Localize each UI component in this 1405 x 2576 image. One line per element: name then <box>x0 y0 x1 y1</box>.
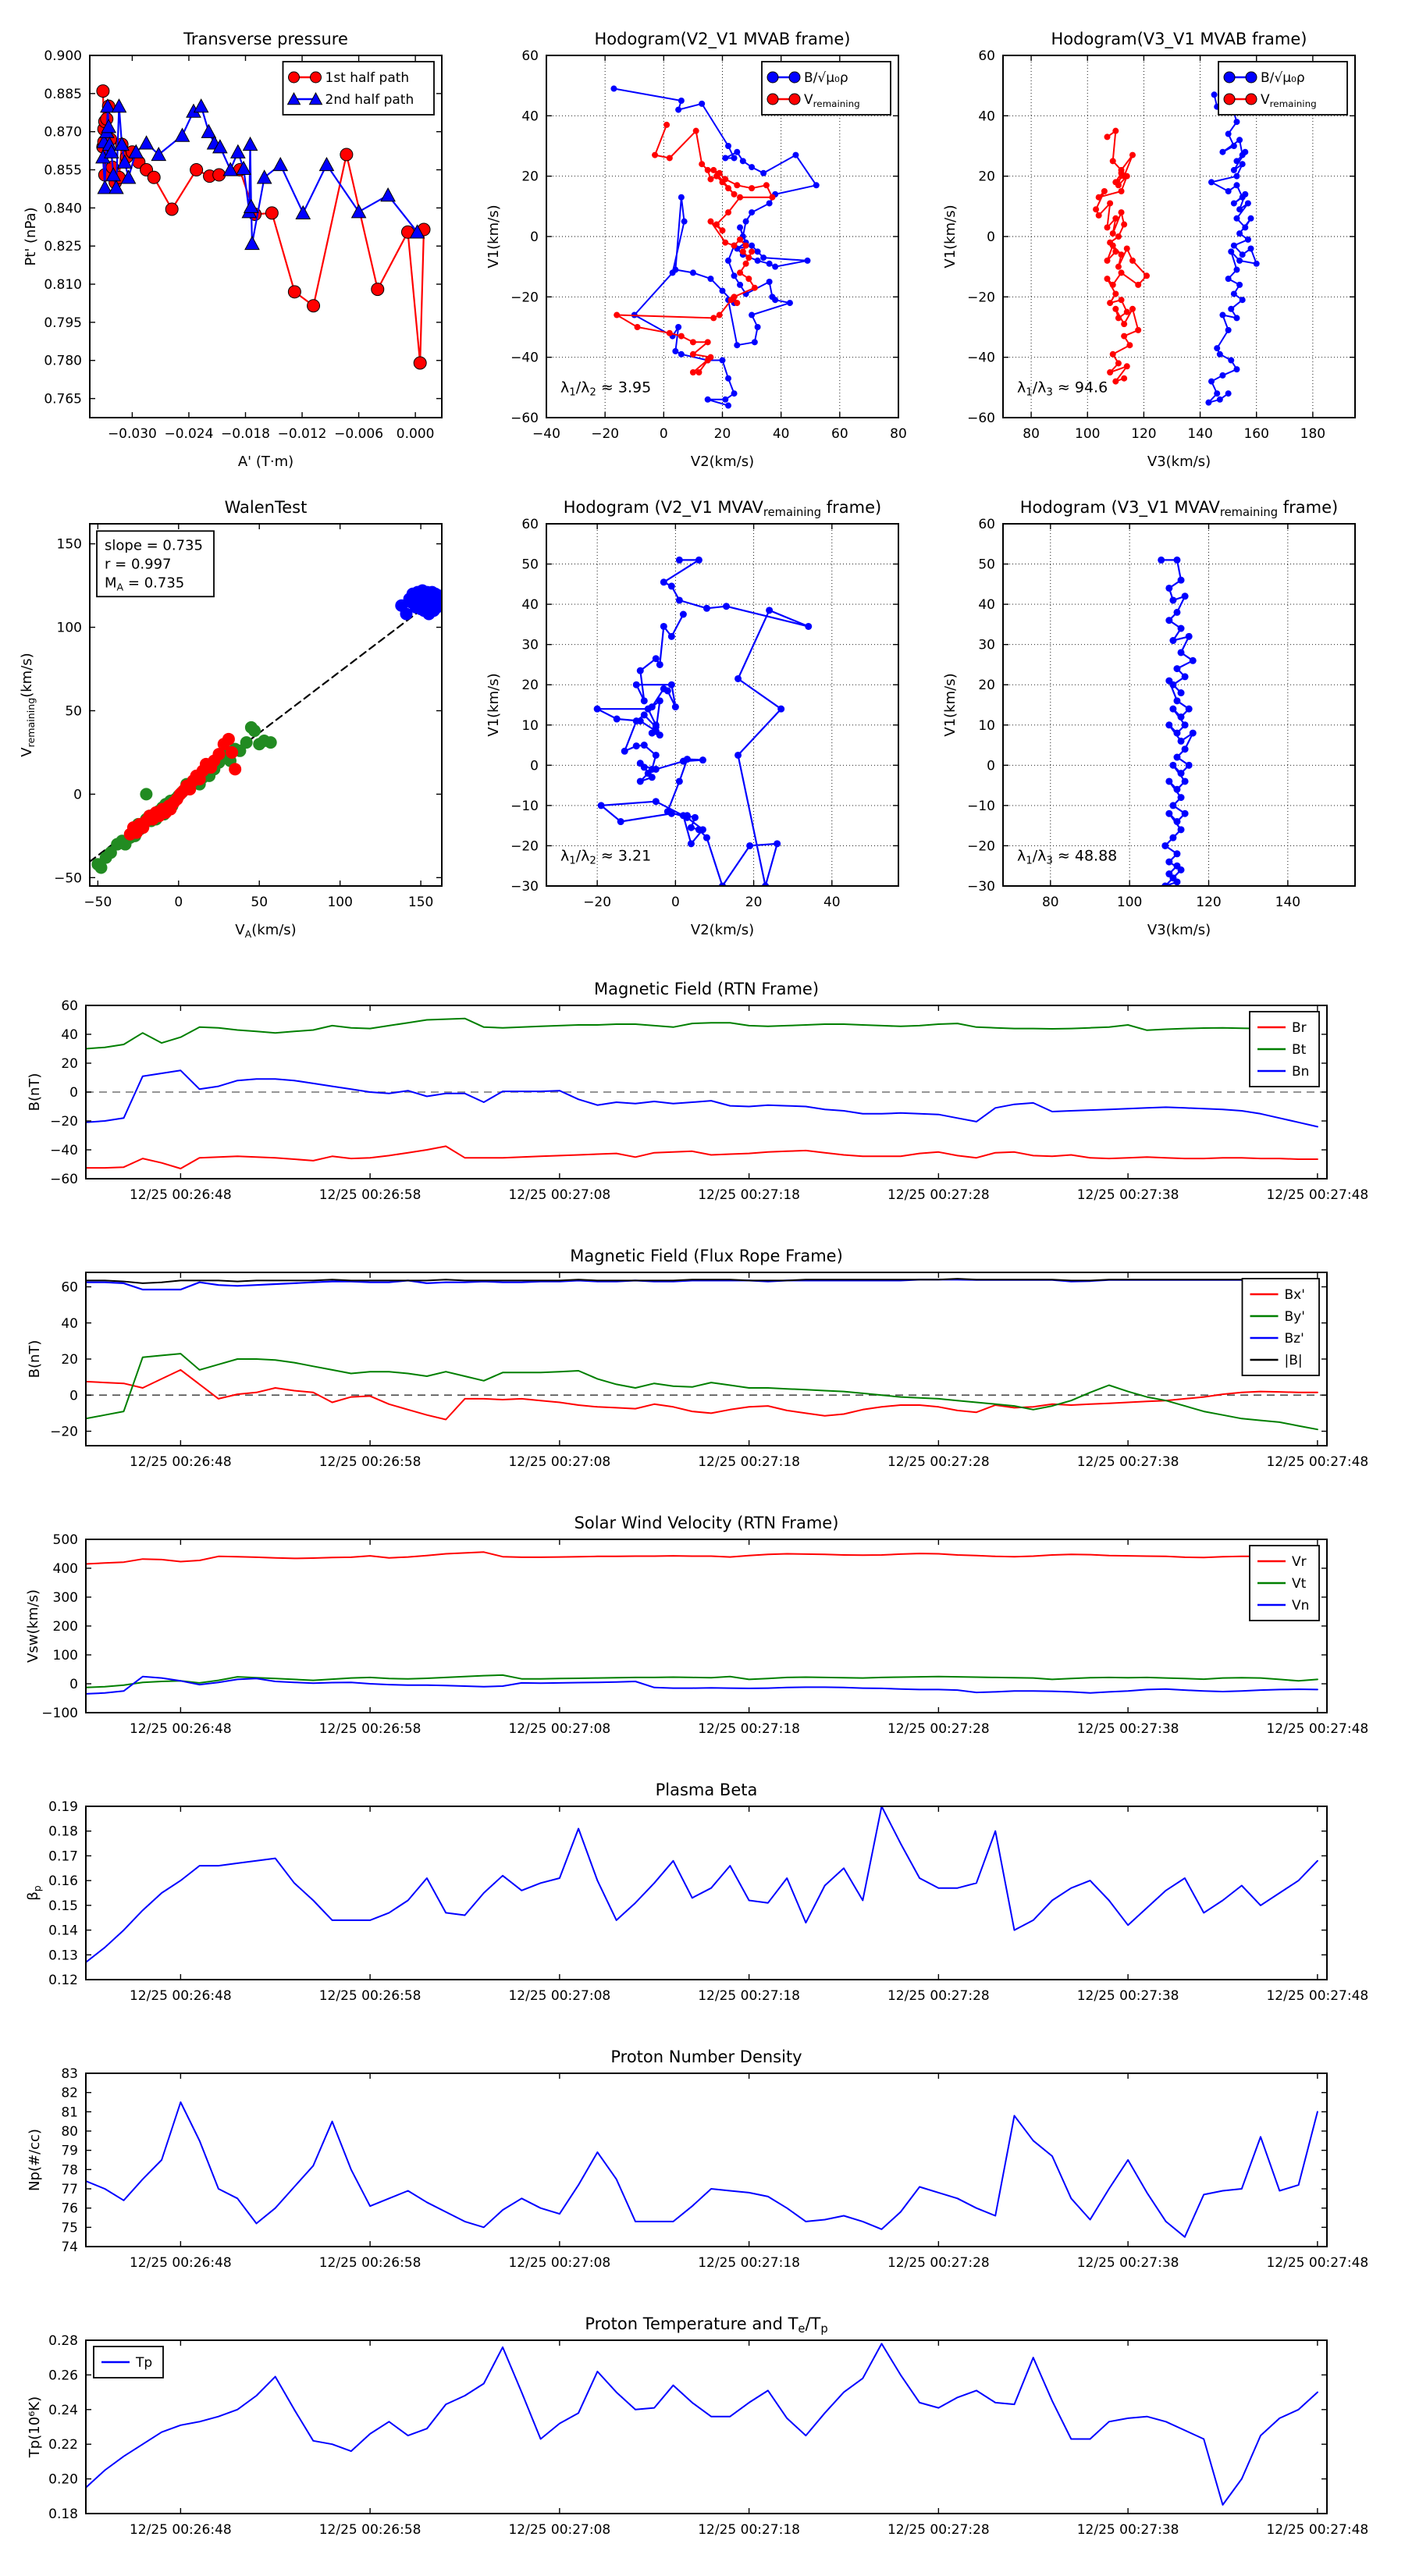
chart-title: Magnetic Field (RTN Frame) <box>593 980 820 998</box>
chart-transverse-pressure <box>23 30 442 470</box>
x-axis-label: $V_A(km/s)$ <box>235 922 297 940</box>
svg-text:12/25 00:27:08: 12/25 00:27:08 <box>508 2522 611 2538</box>
svg-text:80: 80 <box>890 426 907 442</box>
svg-text:−20: −20 <box>510 838 539 855</box>
svg-text:12/25 00:27:38: 12/25 00:27:38 <box>1076 1988 1179 2004</box>
svg-text:−0.006: −0.006 <box>334 426 384 442</box>
svg-text:0.000: 0.000 <box>396 426 435 442</box>
svg-text:0.26: 0.26 <box>48 2368 78 2384</box>
svg-text:100: 100 <box>1116 895 1143 910</box>
chart-title: Proton Number Density <box>610 2048 802 2066</box>
legend-label: |B| <box>1284 1353 1303 1368</box>
svg-text:0.870: 0.870 <box>44 124 82 141</box>
svg-text:−20: −20 <box>50 1114 78 1130</box>
chart-walen-test <box>19 498 445 940</box>
svg-text:−20: −20 <box>50 1424 78 1440</box>
legend-label: Bn <box>1292 1064 1310 1080</box>
plot-area <box>86 2340 1327 2514</box>
y-axis-label: Pt' (nPa) <box>23 207 39 266</box>
svg-text:10: 10 <box>978 717 995 734</box>
svg-text:120: 120 <box>1131 426 1157 442</box>
svg-text:0.28: 0.28 <box>48 2333 78 2349</box>
chart-title: WalenTest <box>224 498 308 517</box>
svg-text:0.795: 0.795 <box>44 315 82 331</box>
svg-text:12/25 00:27:18: 12/25 00:27:18 <box>698 1721 800 1737</box>
svg-text:−20: −20 <box>591 426 620 442</box>
svg-text:150: 150 <box>407 895 434 910</box>
svg-text:12/25 00:26:58: 12/25 00:26:58 <box>318 1721 422 1737</box>
svg-text:0.780: 0.780 <box>44 353 82 369</box>
svg-text:20: 20 <box>978 678 995 694</box>
svg-text:180: 180 <box>1300 426 1326 442</box>
y-axis-label: Np(#/cc) <box>27 2129 43 2191</box>
svg-text:0.825: 0.825 <box>44 239 82 255</box>
svg-text:60: 60 <box>521 517 539 532</box>
y-axis-label: $V_{remaining}(km/s)$ <box>19 653 37 757</box>
svg-text:40: 40 <box>521 109 539 125</box>
annotation: $\lambda_1/\lambda_2 \approx 3.21$ <box>560 847 652 867</box>
svg-text:−30: −30 <box>967 879 995 895</box>
svg-text:40: 40 <box>61 1315 78 1332</box>
svg-text:12/25 00:27:48: 12/25 00:27:48 <box>1266 2255 1369 2271</box>
svg-text:12/25 00:27:08: 12/25 00:27:08 <box>508 1721 611 1737</box>
y-axis-label: B(nT) <box>27 1073 43 1112</box>
legend <box>1250 1012 1319 1087</box>
legend <box>1243 1279 1320 1375</box>
svg-text:12/25 00:27:38: 12/25 00:27:38 <box>1076 1721 1179 1737</box>
svg-text:0.12: 0.12 <box>48 1973 78 1988</box>
y-axis-label: B(nT) <box>27 1340 43 1379</box>
svg-text:12/25 00:27:18: 12/25 00:27:18 <box>698 2255 800 2271</box>
x-axis-label: V2(km/s) <box>690 922 755 938</box>
svg-text:−40: −40 <box>967 350 995 366</box>
svg-text:−0.018: −0.018 <box>221 426 270 442</box>
x-axis-label: V3(km/s) <box>1147 922 1211 938</box>
svg-text:−100: −100 <box>41 1706 78 1721</box>
svg-text:−10: −10 <box>967 798 995 814</box>
chart-hodogram-v3v1-mvav <box>942 498 1355 938</box>
svg-text:60: 60 <box>978 48 995 64</box>
svg-text:−20: −20 <box>583 895 612 910</box>
svg-text:−0.030: −0.030 <box>107 426 157 442</box>
svg-text:40: 40 <box>823 895 841 910</box>
svg-text:0.855: 0.855 <box>44 162 82 179</box>
svg-text:−0.024: −0.024 <box>164 426 214 442</box>
svg-text:12/25 00:27:48: 12/25 00:27:48 <box>1266 1187 1369 1203</box>
svg-text:20: 20 <box>521 678 539 694</box>
svg-text:140: 140 <box>1187 426 1213 442</box>
svg-text:0.13: 0.13 <box>48 1948 78 1964</box>
svg-text:20: 20 <box>521 169 539 185</box>
svg-text:120: 120 <box>1196 895 1222 910</box>
legend-label: B/√μ₀ρ <box>1261 70 1305 86</box>
svg-text:0: 0 <box>987 758 995 774</box>
svg-text:40: 40 <box>772 426 790 442</box>
svg-text:0.22: 0.22 <box>48 2437 78 2453</box>
chart-solar-wind-velocity <box>25 1514 1368 1737</box>
svg-text:12/25 00:27:48: 12/25 00:27:48 <box>1266 1454 1369 1470</box>
svg-text:0: 0 <box>530 229 539 245</box>
legend-label: B/√μ₀ρ <box>804 70 848 86</box>
plot-area <box>86 2073 1327 2247</box>
svg-text:−60: −60 <box>967 411 995 426</box>
svg-text:30: 30 <box>521 637 539 653</box>
y-axis-label: V1(km/s) <box>942 673 959 737</box>
svg-text:−40: −40 <box>532 426 560 442</box>
svg-text:12/25 00:26:48: 12/25 00:26:48 <box>129 2522 232 2538</box>
svg-text:−40: −40 <box>510 350 539 366</box>
svg-text:300: 300 <box>52 1590 78 1606</box>
svg-text:−60: −60 <box>510 411 539 426</box>
chart-proton-number-density <box>27 2048 1368 2271</box>
svg-text:−40: −40 <box>50 1143 78 1158</box>
chart-title: Hodogram (V2_V1 MVAVremaining frame) <box>563 498 882 519</box>
svg-text:400: 400 <box>52 1561 78 1577</box>
svg-text:0: 0 <box>73 787 82 803</box>
legend-label: Bx' <box>1284 1287 1305 1303</box>
svg-text:12/25 00:27:48: 12/25 00:27:48 <box>1266 1721 1369 1737</box>
legend-label: $V_{remaining}$ <box>804 92 860 109</box>
svg-text:10: 10 <box>521 717 539 734</box>
svg-text:12/25 00:27:28: 12/25 00:27:28 <box>887 1454 990 1470</box>
x-axis-label: V3(km/s) <box>1147 454 1211 470</box>
svg-text:60: 60 <box>61 998 78 1014</box>
plot-area <box>86 1806 1327 1980</box>
svg-text:0: 0 <box>530 758 539 774</box>
svg-text:150: 150 <box>56 536 82 553</box>
svg-text:40: 40 <box>978 109 995 125</box>
svg-text:50: 50 <box>251 895 269 910</box>
svg-text:−20: −20 <box>967 838 995 855</box>
legend <box>1218 62 1347 115</box>
svg-text:12/25 00:27:18: 12/25 00:27:18 <box>698 2522 800 2538</box>
svg-text:50: 50 <box>521 557 539 573</box>
svg-text:12/25 00:27:28: 12/25 00:27:28 <box>887 2255 990 2271</box>
svg-text:40: 40 <box>61 1027 78 1043</box>
annotation: $\lambda_1/\lambda_2 \approx 3.95$ <box>560 379 652 399</box>
chart-magnetic-field-flux-rope <box>27 1247 1368 1470</box>
svg-text:79: 79 <box>61 2143 78 2159</box>
svg-text:0: 0 <box>69 1677 78 1692</box>
svg-text:12/25 00:26:58: 12/25 00:26:58 <box>318 2522 422 2538</box>
svg-text:100: 100 <box>52 1648 78 1663</box>
svg-text:12/25 00:26:48: 12/25 00:26:48 <box>129 1721 232 1737</box>
svg-text:60: 60 <box>831 426 848 442</box>
chart-title: Plasma Beta <box>655 1781 758 1799</box>
legend <box>94 2347 163 2378</box>
svg-text:60: 60 <box>978 517 995 532</box>
svg-text:0.18: 0.18 <box>48 2507 78 2522</box>
svg-text:81: 81 <box>61 2105 78 2121</box>
svg-text:−0.012: −0.012 <box>277 426 327 442</box>
svg-text:12/25 00:26:48: 12/25 00:26:48 <box>129 1454 232 1470</box>
svg-text:12/25 00:27:48: 12/25 00:27:48 <box>1266 1988 1369 2004</box>
svg-text:12/25 00:27:08: 12/25 00:27:08 <box>508 1187 611 1203</box>
annotation: $\lambda_1/\lambda_3 \approx 48.88$ <box>1017 847 1118 867</box>
svg-text:0: 0 <box>69 1388 78 1404</box>
svg-text:30: 30 <box>978 637 995 653</box>
svg-text:0: 0 <box>174 895 183 910</box>
stats-box <box>97 531 214 596</box>
chart-title: Hodogram(V3_V1 MVAB frame) <box>1051 30 1307 48</box>
svg-text:76: 76 <box>61 2201 78 2217</box>
plot-area <box>546 524 898 886</box>
svg-text:12/25 00:27:28: 12/25 00:27:28 <box>887 1187 990 1203</box>
svg-text:0.20: 0.20 <box>48 2471 78 2488</box>
chart-title: Magnetic Field (Flux Rope Frame) <box>570 1247 843 1265</box>
svg-text:0.24: 0.24 <box>48 2402 78 2418</box>
x-axis-label: V2(km/s) <box>690 454 755 470</box>
svg-text:140: 140 <box>1275 895 1301 910</box>
legend-label: 2nd half path <box>325 92 414 108</box>
chart-title: Hodogram (V3_V1 MVAVremaining frame) <box>1019 498 1339 519</box>
legend <box>283 62 435 115</box>
svg-text:20: 20 <box>745 895 763 910</box>
legend-label: By' <box>1284 1309 1305 1325</box>
svg-text:74: 74 <box>61 2240 78 2255</box>
chart-title: Hodogram(V2_V1 MVAB frame) <box>594 30 851 48</box>
svg-text:100: 100 <box>327 895 353 910</box>
svg-text:−20: −20 <box>510 290 539 306</box>
legend-label: Vn <box>1292 1598 1310 1614</box>
svg-text:12/25 00:26:58: 12/25 00:26:58 <box>318 1454 422 1470</box>
svg-text:0.810: 0.810 <box>44 277 82 294</box>
svg-text:0: 0 <box>670 895 680 910</box>
svg-text:83: 83 <box>61 2066 78 2082</box>
svg-text:0: 0 <box>659 426 668 442</box>
svg-text:−30: −30 <box>510 879 539 895</box>
svg-text:100: 100 <box>1075 426 1101 442</box>
svg-text:0: 0 <box>987 229 995 245</box>
svg-text:−50: −50 <box>84 895 112 910</box>
svg-text:0.765: 0.765 <box>44 391 82 407</box>
svg-text:−60: −60 <box>50 1172 78 1187</box>
svg-text:0.16: 0.16 <box>48 1873 78 1890</box>
svg-text:12/25 00:27:18: 12/25 00:27:18 <box>698 1187 800 1203</box>
svg-text:80: 80 <box>61 2124 78 2140</box>
svg-text:12/25 00:27:38: 12/25 00:27:38 <box>1076 2522 1179 2538</box>
legend-label: Br <box>1292 1020 1307 1036</box>
legend-label: Bt <box>1292 1042 1307 1058</box>
svg-text:0.15: 0.15 <box>48 1898 78 1914</box>
svg-text:12/25 00:27:28: 12/25 00:27:28 <box>887 2522 990 2538</box>
svg-text:0.17: 0.17 <box>48 1848 78 1865</box>
chart-title: Solar Wind Velocity (RTN Frame) <box>574 1514 839 1532</box>
y-axis-label: $\beta_p$ <box>25 1885 43 1901</box>
annotation: $\lambda_1/\lambda_3 \approx 94.6$ <box>1017 379 1108 399</box>
svg-text:50: 50 <box>978 557 995 573</box>
svg-text:0.840: 0.840 <box>44 201 82 217</box>
y-axis-label: V1(km/s) <box>486 673 502 737</box>
svg-text:82: 82 <box>61 2085 78 2101</box>
chart-plasma-beta <box>25 1781 1368 2004</box>
svg-text:12/25 00:27:18: 12/25 00:27:18 <box>698 1454 800 1470</box>
y-axis-label: V1(km/s) <box>486 205 502 269</box>
y-axis-label: Vsw(km/s) <box>25 1589 41 1663</box>
svg-text:0: 0 <box>69 1085 78 1101</box>
svg-text:12/25 00:27:08: 12/25 00:27:08 <box>508 1454 611 1470</box>
svg-text:12/25 00:27:28: 12/25 00:27:28 <box>887 1988 990 2004</box>
legend-label: Tp <box>136 2355 153 2371</box>
svg-text:20: 20 <box>713 426 731 442</box>
svg-text:12/25 00:27:38: 12/25 00:27:38 <box>1076 1187 1179 1203</box>
svg-text:12/25 00:26:48: 12/25 00:26:48 <box>129 1988 232 2004</box>
svg-text:80: 80 <box>1041 895 1059 910</box>
chart-proton-temperature <box>27 2314 1368 2538</box>
svg-text:12/25 00:27:38: 12/25 00:27:38 <box>1076 1454 1179 1470</box>
svg-text:20: 20 <box>978 169 995 185</box>
svg-text:20: 20 <box>61 1056 78 1072</box>
legend <box>1250 1546 1319 1621</box>
svg-text:r = 0.997: r = 0.997 <box>105 556 172 573</box>
svg-text:−20: −20 <box>967 290 995 306</box>
chart-magnetic-field-rtn <box>27 980 1368 1203</box>
svg-text:12/25 00:27:48: 12/25 00:27:48 <box>1266 2522 1369 2538</box>
chart-title: Transverse pressure <box>183 30 348 48</box>
chart-hodogram-v3v1-mvab <box>942 30 1355 470</box>
plot-area <box>86 1539 1327 1713</box>
svg-text:77: 77 <box>61 2182 78 2197</box>
svg-text:12/25 00:26:58: 12/25 00:26:58 <box>318 1187 422 1203</box>
svg-text:60: 60 <box>521 48 539 64</box>
svg-text:40: 40 <box>521 597 539 614</box>
svg-text:0.900: 0.900 <box>44 48 82 64</box>
legend-label: $V_{remaining}$ <box>1261 92 1317 109</box>
svg-text:12/25 00:26:48: 12/25 00:26:48 <box>129 1187 232 1203</box>
svg-text:78: 78 <box>61 2162 78 2179</box>
svg-text:500: 500 <box>52 1532 78 1548</box>
svg-text:12/25 00:27:18: 12/25 00:27:18 <box>698 1988 800 2004</box>
svg-text:0.885: 0.885 <box>44 86 82 102</box>
legend-label: Vt <box>1292 1576 1307 1592</box>
svg-text:12/25 00:26:58: 12/25 00:26:58 <box>318 2255 422 2271</box>
legend <box>762 62 891 115</box>
svg-text:12/25 00:26:58: 12/25 00:26:58 <box>318 1988 422 2004</box>
svg-text:12/25 00:27:08: 12/25 00:27:08 <box>508 2255 611 2271</box>
svg-text:0.14: 0.14 <box>48 1923 78 1939</box>
svg-text:160: 160 <box>1243 426 1269 442</box>
svg-text:200: 200 <box>52 1619 78 1635</box>
y-axis-label: Tp(10⁶K) <box>27 2396 43 2458</box>
svg-text:20: 20 <box>61 1352 78 1368</box>
svg-text:12/25 00:26:48: 12/25 00:26:48 <box>129 2255 232 2271</box>
svg-text:slope = 0.735: slope = 0.735 <box>105 537 203 554</box>
svg-text:12/25 00:27:28: 12/25 00:27:28 <box>887 1721 990 1737</box>
svg-text:12/25 00:27:38: 12/25 00:27:38 <box>1076 2255 1179 2271</box>
svg-text:60: 60 <box>61 1279 78 1296</box>
y-axis-label: V1(km/s) <box>942 205 959 269</box>
svg-text:12/25 00:27:08: 12/25 00:27:08 <box>508 1988 611 2004</box>
svg-text:−50: −50 <box>54 870 82 887</box>
svg-text:0.18: 0.18 <box>48 1823 78 1840</box>
svg-text:40: 40 <box>978 597 995 614</box>
chart-hodogram-v2v1-mvav <box>486 498 898 938</box>
svg-text:80: 80 <box>1023 426 1040 442</box>
x-axis-label: A' (T·m) <box>237 454 294 470</box>
chart-hodogram-v2v1-mvab <box>486 30 907 470</box>
svg-text:0.19: 0.19 <box>48 1799 78 1815</box>
legend-label: 1st half path <box>325 70 410 86</box>
legend-label: Bz' <box>1284 1331 1304 1347</box>
svg-text:100: 100 <box>56 620 82 636</box>
svg-text:75: 75 <box>61 2220 78 2236</box>
svg-text:MA = 0.735: $M_A = 0.735$ <box>105 575 185 593</box>
legend-label: Vr <box>1292 1554 1307 1570</box>
svg-text:50: 50 <box>65 703 82 720</box>
svg-text:−10: −10 <box>510 798 539 814</box>
chart-title: Proton Temperature and Te/Tp <box>585 2314 828 2336</box>
